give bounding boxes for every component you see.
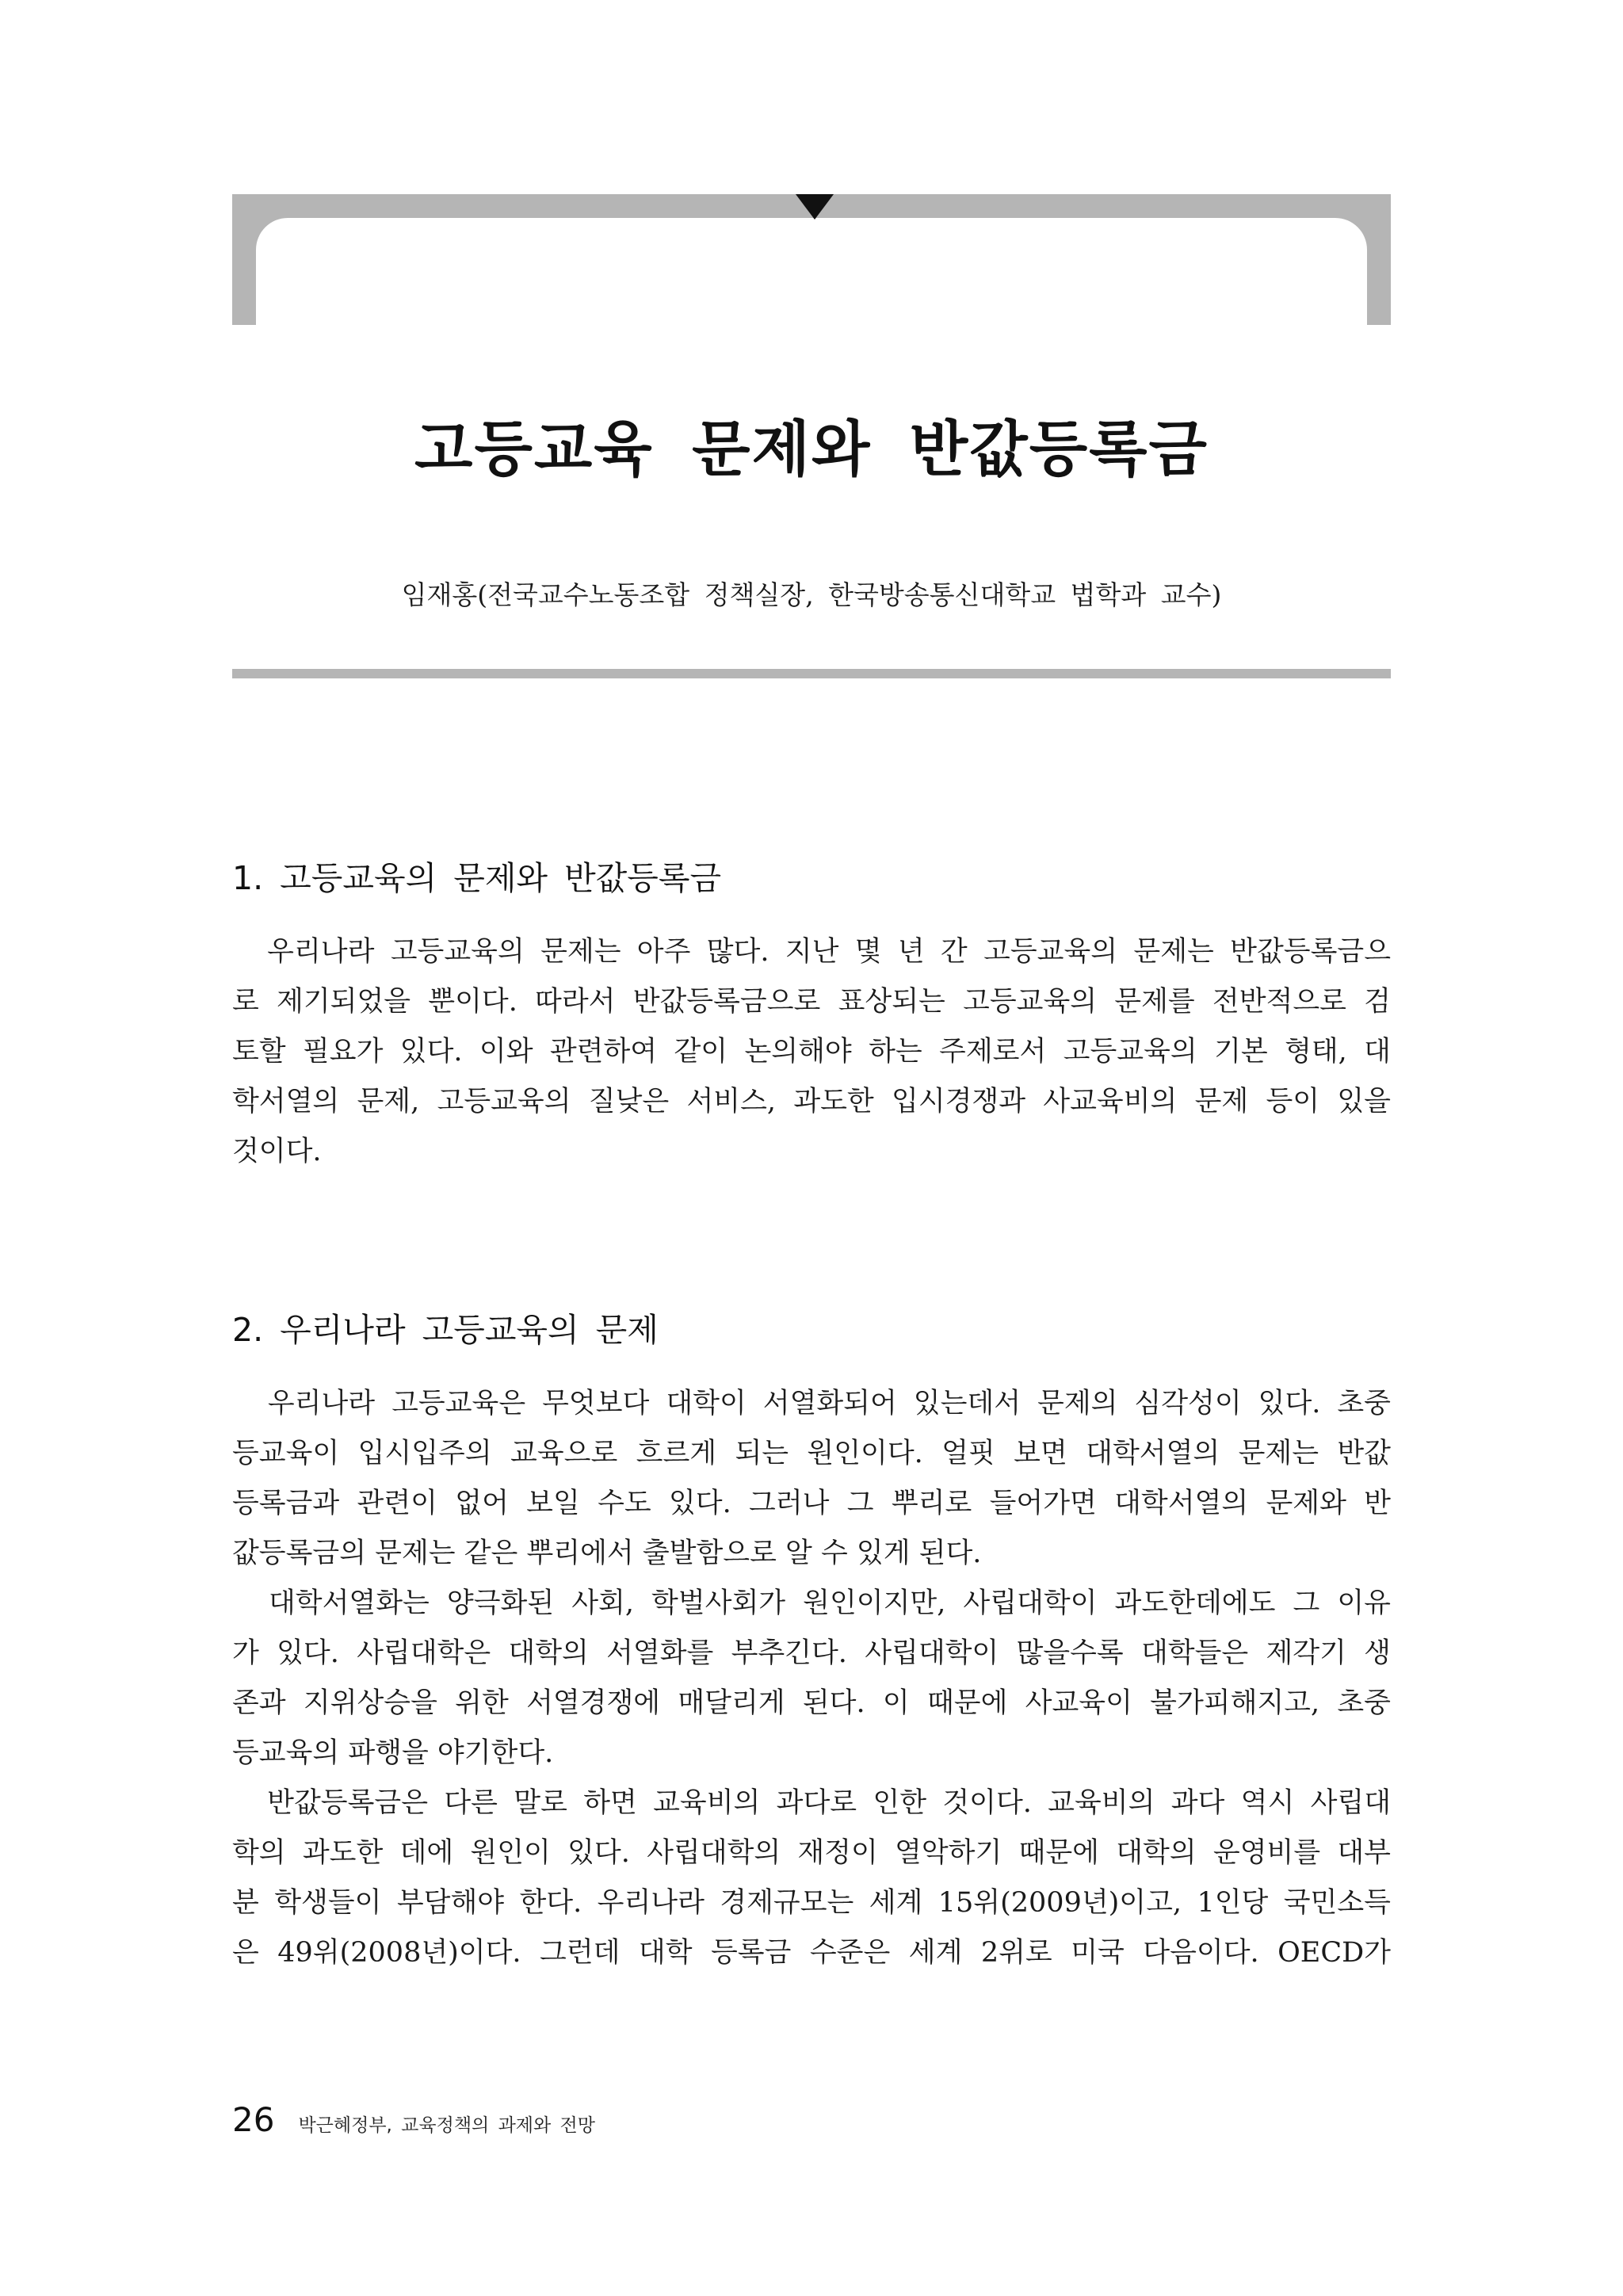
author-line: 임재홍(전국교수노동조합 정책실장, 한국방송통신대학교 법학과 교수) [401,579,1222,610]
paragraph-line: 값등록금의 문제는 같은 뿌리에서 출발함으로 알 수 있게 된다. [232,1538,982,1569]
paragraph-line: 토할 필요가 있다. 이와 관련하여 같이 논의해야 하는 주제로서 고등교육의 기본 형태, 대 [232,1036,1391,1068]
paragraph-line: 존과 지위상승을 위한 서열경쟁에 매달리게 된다. 이 때문에 사교육이 불가피해지고, 초중 [232,1687,1391,1719]
title-divider [232,669,1391,678]
paragraph-line: 것이다. [232,1136,322,1167]
paragraph-line: 가 있다. 사립대학은 대학의 서열화를 부추긴다. 사립대학이 많을수록 대학들은 제각기 생 [232,1637,1391,1669]
title-frame-inner [256,218,1367,325]
paragraph-line: 반값등록금은 다른 말로 하면 교육비의 과다로 인한 것이다. 교육비의 과다 역시 사립대 [232,1787,1391,1819]
paragraph-line: 우리나라 고등교육의 문제는 아주 많다. 지난 몇 년 간 고등교육의 문제는 반값등록금으 [232,936,1391,968]
paragraph-line: 학서열의 문제, 고등교육의 질낮은 서비스, 과도한 입시경쟁과 사교육비의 문제 등이 있을 [232,1086,1391,1117]
section-heading-2: 2. 우리나라 고등교육의 문제 [232,1311,659,1349]
page-title: 고등교육 문제와 반값등록금 [414,413,1209,484]
section-2-body [232,1379,1391,1978]
page-number: 26 [232,2100,275,2139]
book-title: 박근혜정부, 교육정책의 과제와 전망 [298,2115,595,2136]
paragraph-line: 분 학생들이 부담해야 한다. 우리나라 경제규모는 세계 15위(2009년)이고, 1인당 국민소득 [232,1887,1391,1919]
down-triangle-icon [796,194,834,220]
paragraph-line: 은 49위(2008년)이다. 그런데 대학 등록금 수준은 세계 2위로 미국 다음이다. OECD가 [232,1937,1391,1969]
paragraph-line: 등교육이 입시입주의 교육으로 흐르게 되는 원인이다. 얼핏 보면 대학서열의 문제는 반값 [232,1438,1391,1469]
paragraph-line: 등록금과 관련이 없어 보일 수도 있다. 그러나 그 뿌리로 들어가면 대학서열의 문제와 반 [232,1488,1391,1519]
paragraph-line: 등교육의 파행을 야기한다. [232,1737,554,1769]
paragraph-line: 우리나라 고등교육은 무엇보다 대학이 서열화되어 있는데서 문제의 심각성이 있다. 초중 [232,1388,1391,1419]
section-heading-1: 1. 고등교육의 문제와 반값등록금 [232,859,722,897]
paragraph-line: 대학서열화는 양극화된 사회, 학벌사회가 원인이지만, 사립대학이 과도한데에도 그 이유 [232,1587,1391,1619]
paragraph-line: 학의 과도한 데에 원인이 있다. 사립대학의 재정이 열악하기 때문에 대학의 운영비를 대부 [232,1837,1391,1869]
paragraph-line: 로 제기되었을 뿐이다. 따라서 반값등록금으로 표상되는 고등교육의 문제를 전반적으로 검 [232,986,1391,1018]
section-1-body [232,927,1391,1177]
page-footer [232,2100,595,2148]
